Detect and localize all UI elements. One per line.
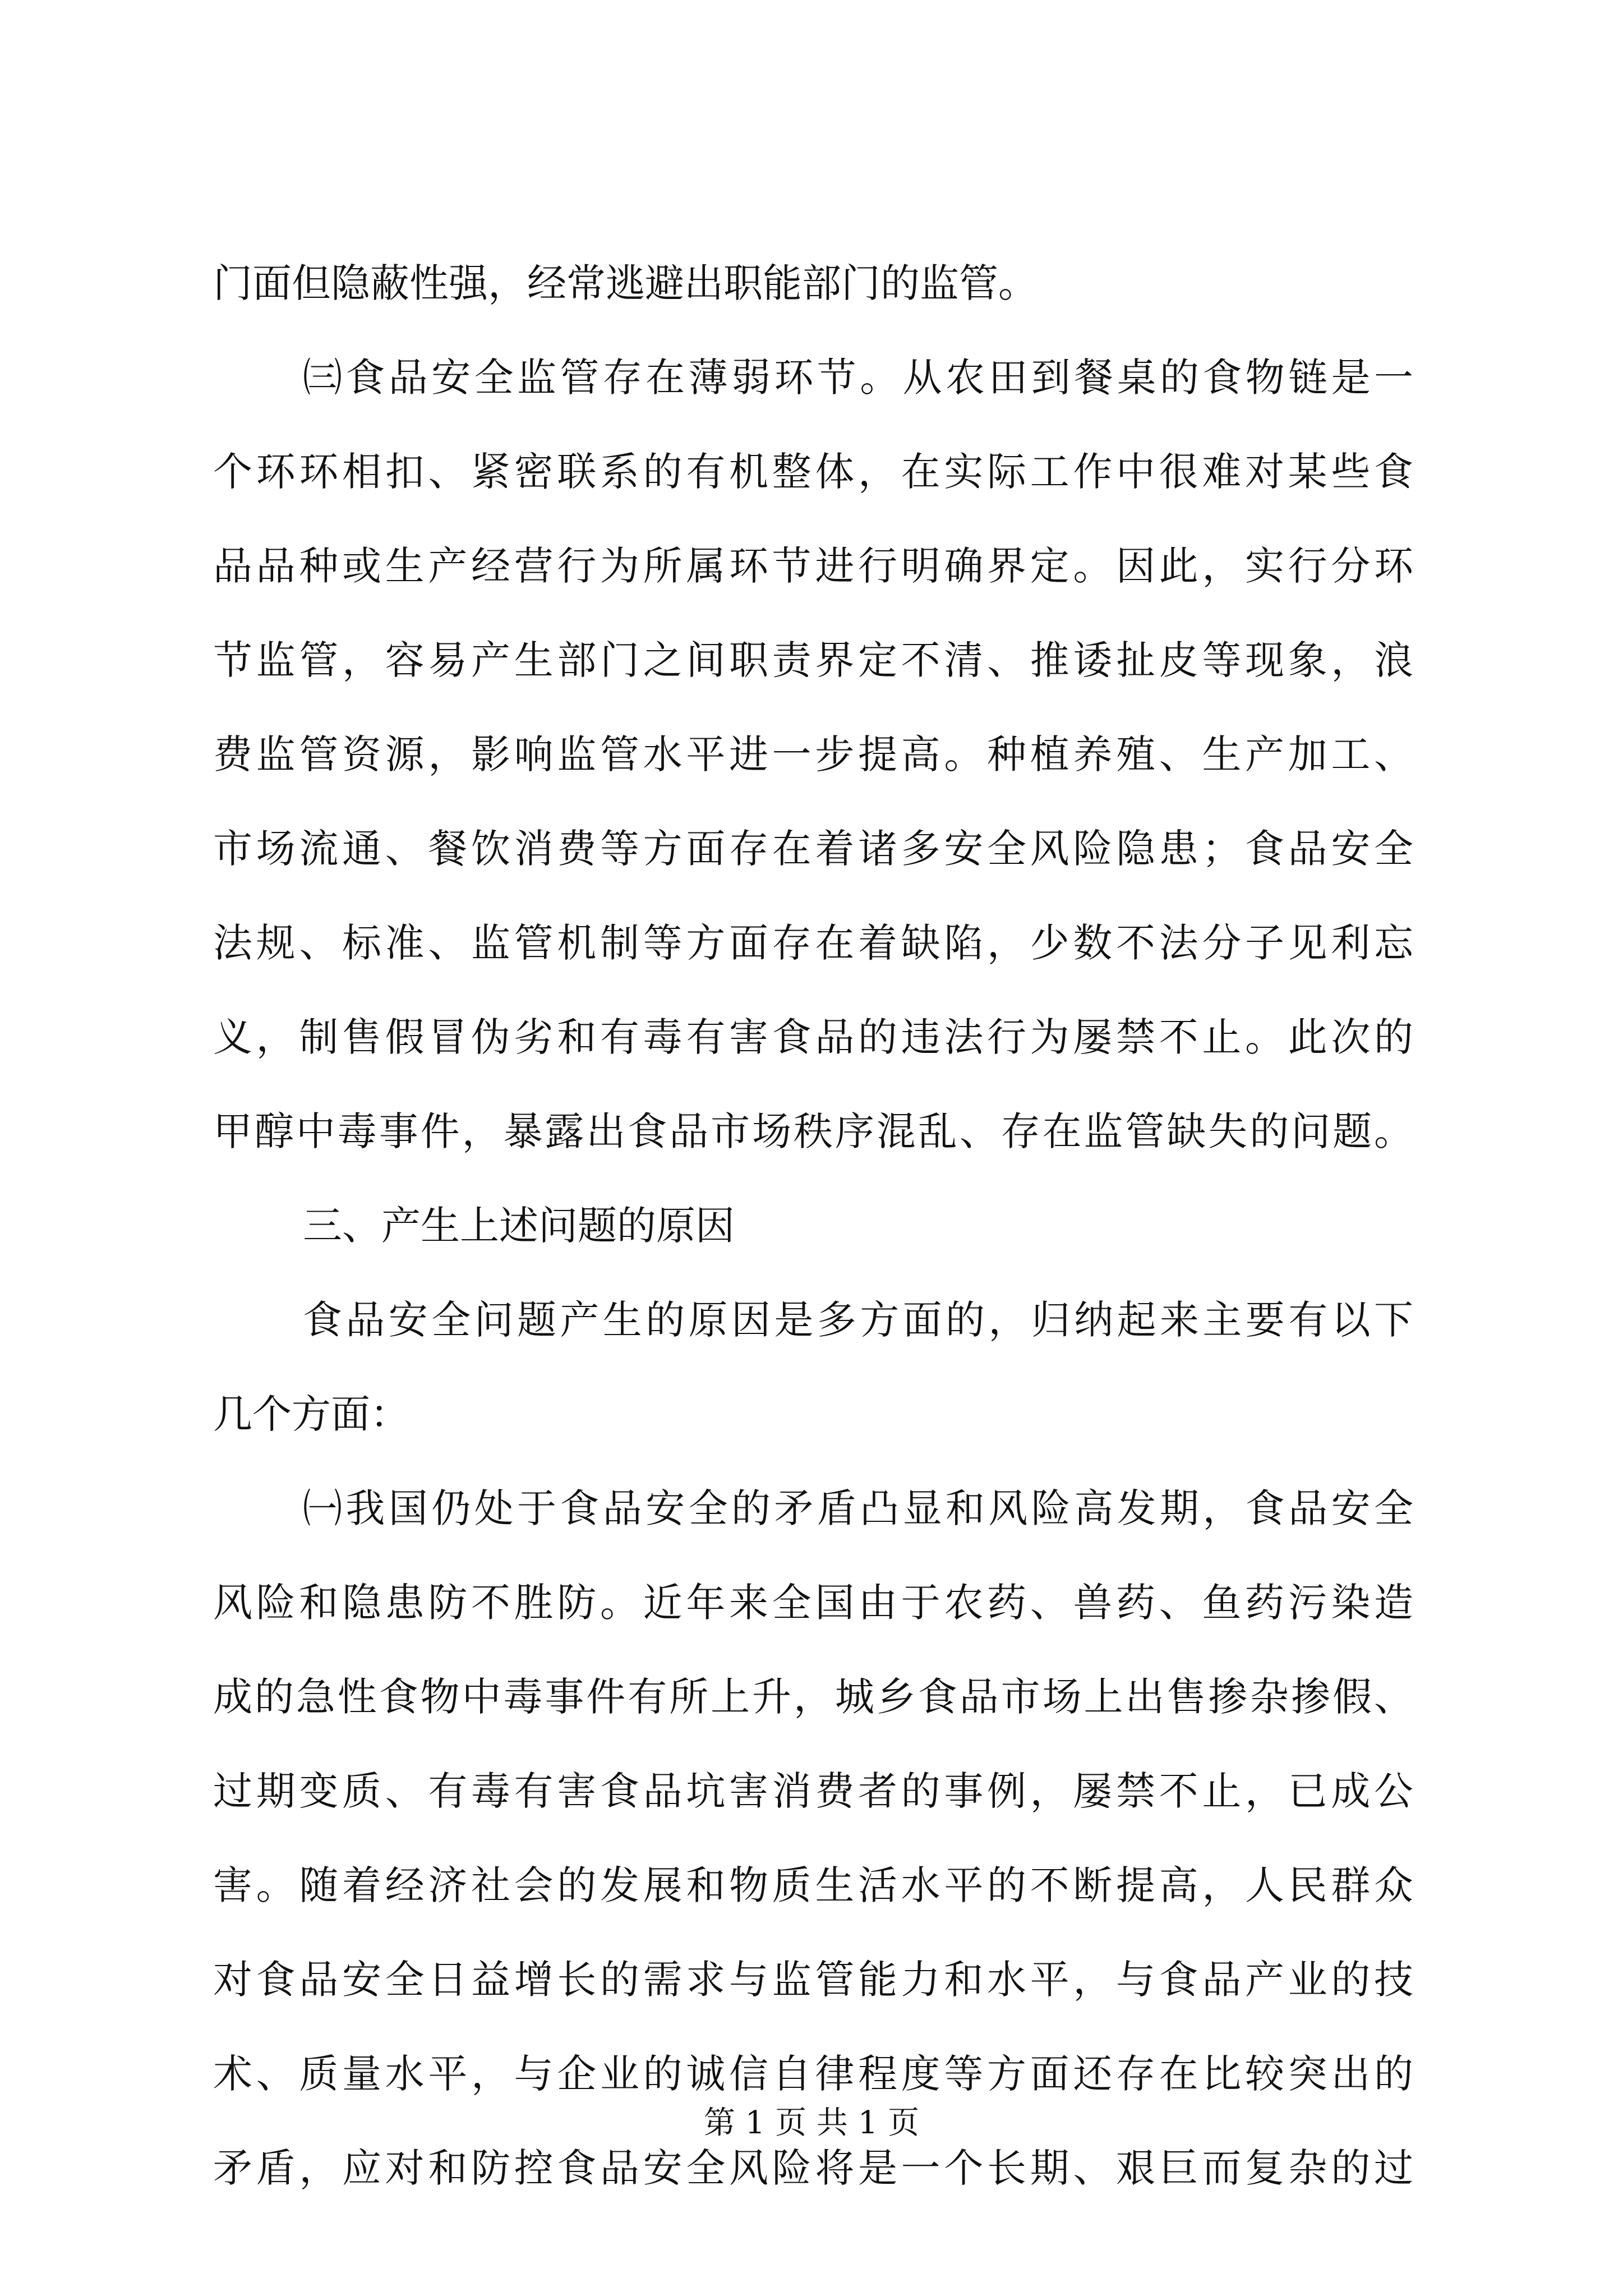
text-line: 义，制售假冒伪劣和有毒有害食品的违法行为屡禁不止。此次的 <box>213 1014 1413 1060</box>
text-line: 品品种或生产经营行为所属环节进行明确界定。因此，实行分环 <box>213 543 1413 589</box>
text-line: 费监管资源，影响监管水平进一步提高。种植养殖、生产加工、 <box>213 731 1413 777</box>
text-line: 法规、标准、监管机制等方面存在着缺陷，少数不法分子见利忘 <box>213 920 1413 966</box>
text-line: 门面但隐蔽性强，经常逃避出职能部门的监管。 <box>213 260 1038 306</box>
text-line: 几个方面： <box>213 1391 409 1437</box>
paragraph-heading-line: ㈠我国仍处于食品安全的矛盾凸显和风险高发期，食品安全 <box>303 1485 1413 1531</box>
text-line: 矛盾，应对和防控食品安全风险将是一个长期、艰巨而复杂的过 <box>213 2145 1413 2191</box>
text-line: 甲醇中毒事件，暴露出食品市场秩序混乱、存在监管缺失的问题。 <box>213 1108 1413 1154</box>
page-number-footer: 第 1 页 共 1 页 <box>703 2105 920 2141</box>
paragraph-start-line: 食品安全问题产生的原因是多方面的，归纳起来主要有以下 <box>303 1297 1413 1343</box>
text-line: 害。随着经济社会的发展和物质生活水平的不断提高，人民群众 <box>213 1862 1413 1908</box>
paragraph-heading-line: ㈢食品安全监管存在薄弱环节。从农田到餐桌的食物链是一 <box>303 355 1413 401</box>
text-line: 市场流通、餐饮消费等方面存在着诸多安全风险隐患；食品安全 <box>213 826 1413 872</box>
text-line: 对食品安全日益增长的需求与监管能力和水平，与食品产业的技 <box>213 1957 1413 2003</box>
text-line: 成的急性食物中毒事件有所上升，城乡食品市场上出售掺杂掺假、 <box>213 1674 1413 1720</box>
text-line: 术、质量水平，与企业的诚信自律程度等方面还存在比较突出的 <box>213 2051 1413 2097</box>
text-line: 个环环相扣、紧密联系的有机整体，在实际工作中很难对某些食 <box>213 449 1413 495</box>
text-line: 过期变质、有毒有害食品坑害消费者的事例，屡禁不止，已成公 <box>213 1768 1413 1814</box>
section-heading: 三、产生上述问题的原因 <box>303 1203 735 1249</box>
text-line: 风险和隐患防不胜防。近年来全国由于农药、兽药、鱼药污染造 <box>213 1580 1413 1626</box>
text-line: 节监管，容易产生部门之间职责界定不清、推诿扯皮等现象，浪 <box>213 637 1413 683</box>
document-body <box>213 260 1413 2243</box>
